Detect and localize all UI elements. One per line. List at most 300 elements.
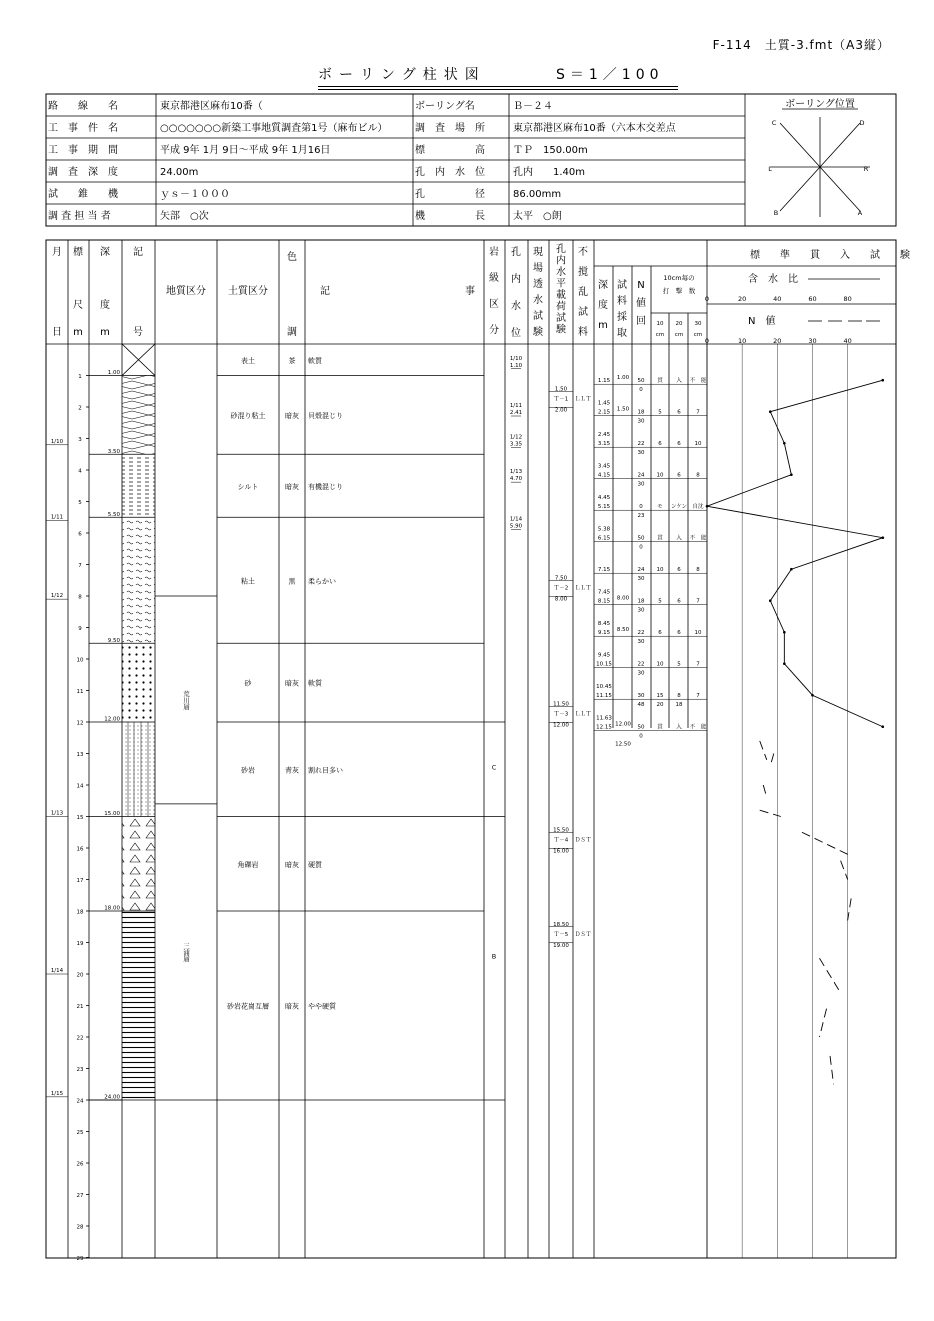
scale-number: 14: [76, 783, 84, 790]
spt-depth-from: 10.15: [596, 661, 612, 668]
spt-blow-20: 6: [677, 441, 681, 448]
spt-n: 30: [637, 693, 645, 700]
spt-depth-from: 2.15: [597, 409, 611, 416]
soil-note: 硬質: [308, 860, 322, 869]
info-label: 標 高: [415, 145, 485, 156]
soil-color: 暗灰: [285, 860, 299, 869]
lateral-from: 1.50: [554, 386, 568, 393]
spt-n-sub: 30: [637, 670, 645, 677]
info-label: 孔 内 水 位: [415, 167, 485, 178]
info-value: ＴＰ 150.00m: [513, 145, 588, 156]
n-value-point: [783, 631, 786, 634]
scale-number: 21: [76, 1004, 84, 1010]
geology-unit-label: 荒川層: [182, 690, 190, 710]
spt-extra: 20: [656, 702, 664, 709]
spt-blow-10: 15: [656, 693, 664, 700]
spt-blow-30: 自沈: [692, 504, 704, 511]
n-tick: 30: [808, 337, 817, 345]
col-blows-sub: cm: [693, 332, 703, 338]
n-value-point: [790, 568, 793, 571]
info-value: 86.00mm: [513, 189, 562, 200]
depth-marker: 15.00: [104, 811, 120, 817]
col-undisturbed: 不: [578, 247, 588, 258]
n-value-point: [783, 662, 786, 665]
spt-blow-20: ンケン: [670, 504, 688, 511]
spt-depth-to: 8.45: [597, 621, 611, 628]
n-value-point: [881, 379, 884, 382]
soil-name: 砂: [244, 679, 252, 688]
spt-blow-10: 5: [658, 409, 662, 416]
spt-blow-20: 6: [677, 630, 681, 637]
col-rock-class: 岩: [489, 247, 499, 258]
rock-class-label: C: [491, 763, 497, 772]
spt-n-sub: 0: [639, 387, 643, 394]
spt-depth-from: 7.15: [597, 567, 611, 574]
col-rock-class: 分: [489, 325, 499, 336]
water-date: 1/14: [509, 516, 523, 523]
spt-depth-from: 8.15: [597, 598, 611, 605]
water-content-tick: 40: [773, 295, 782, 303]
lateral-name: Ｔ－4: [553, 837, 569, 844]
col-blows-sub: 10: [656, 321, 664, 327]
spt-depth-to: 2.45: [597, 432, 611, 439]
scale-number: 15: [76, 815, 84, 821]
water-content-segment: [763, 785, 767, 798]
depth-marker: 3.50: [107, 448, 120, 455]
depth-marker: 1.00: [107, 370, 120, 376]
water-content-segment: [770, 754, 774, 767]
spt-blow-20: 6: [677, 472, 681, 479]
scale-number: 27: [76, 1193, 84, 1199]
col-blows-sub: 20: [675, 321, 683, 327]
water-content-tick: 80: [843, 295, 852, 303]
scale-number: 29: [76, 1256, 84, 1262]
water-date: 1/10: [509, 355, 523, 362]
spt-depth-to: 7.45: [597, 589, 611, 596]
scale-number: 12: [76, 720, 84, 727]
spt-n-sub: 0: [639, 544, 643, 551]
spt-n: 50: [637, 535, 645, 542]
spt-depth-from: 4.15: [597, 472, 611, 479]
soil-symbol-tri: [122, 817, 155, 912]
spt-blow-10: 10: [656, 567, 664, 574]
col-permeability: 水: [533, 295, 543, 306]
col-water-content: 含 水 比: [748, 274, 798, 285]
n-tick: 10: [738, 337, 747, 345]
lateral-type: ＤＳＴ: [574, 837, 592, 844]
month-mark: 1/14: [50, 968, 64, 974]
spt-blow-30: 7: [696, 598, 700, 605]
scale-number: 10: [76, 657, 84, 664]
info-label: 工 事 期 間: [48, 145, 118, 156]
col-lateral-load: 水: [556, 267, 566, 278]
lateral-from: 11.50: [553, 701, 569, 708]
compass-label: A: [857, 209, 863, 217]
spt-blow-30: 10: [694, 630, 702, 637]
water-content-segment: [802, 832, 848, 854]
water-content-segment: [819, 1009, 826, 1037]
scale-number: 3: [78, 437, 82, 443]
col-permeability: 透: [533, 279, 543, 290]
info-label: 調 査 深 度: [48, 167, 118, 178]
info-label: 調 査 担 当 者: [48, 211, 111, 222]
spt-depth-to: 3.45: [597, 463, 611, 470]
scale-number: 5: [78, 500, 82, 506]
scale-number: 2: [78, 405, 82, 412]
col-geology: 地質区分: [166, 286, 206, 297]
col-blows-title: 打 撃 数: [662, 287, 696, 295]
lateral-from: 7.50: [554, 575, 568, 582]
spt-n: 18: [637, 598, 645, 605]
log-frame: [46, 240, 896, 1258]
lateral-to: 2.00: [554, 407, 568, 414]
scale-number: 9: [78, 626, 82, 632]
soil-color: 暗灰: [285, 411, 299, 420]
info-value: 東京都港区麻布10番（: [160, 101, 263, 112]
month-mark: 1/12: [50, 593, 64, 600]
scale-number: 13: [76, 752, 84, 758]
scale-number: 19: [76, 941, 84, 947]
info-label: 調 査 場 所: [415, 123, 485, 134]
info-value: 平成 9年 1月 9日～平成 9年 1月16日: [160, 145, 331, 156]
soil-color: 暗灰: [285, 679, 299, 688]
spt-blow-10: モ: [657, 504, 663, 511]
lateral-from: 18.50: [553, 921, 569, 928]
scale-number: 16: [76, 846, 84, 853]
col-spt-depth: 深: [598, 280, 608, 291]
compass-label: C: [771, 119, 777, 127]
water-content-segment: [848, 898, 852, 920]
scale-number: 18: [76, 909, 84, 916]
info-value: 矢部 ○次: [160, 211, 209, 222]
col-symbol: 記: [133, 247, 143, 258]
spt-n-sub: 30: [637, 418, 645, 425]
soil-symbol-dots: [122, 643, 155, 722]
soil-color: 茶: [288, 356, 296, 365]
spt-depth-to: 11.63: [596, 715, 612, 722]
spt-blow-20: 入: [676, 535, 682, 542]
water-level: 2.41: [509, 410, 523, 416]
water-content-segment: [819, 958, 840, 993]
spt-n: 24: [637, 472, 645, 479]
spt-n: 18: [637, 409, 645, 416]
info-value: 24.00m: [160, 167, 199, 178]
scale-number: 4: [78, 468, 82, 475]
col-water-level: 水: [511, 301, 521, 312]
info-label: ボーリング名: [415, 101, 475, 112]
info-value: Ｂ－２４: [513, 101, 553, 112]
info-value: ○○○○○○○新築工事地質調査第1号（麻布ビル）: [160, 123, 388, 134]
scale-number: 22: [76, 1035, 84, 1042]
col-day: 日: [52, 327, 62, 338]
col-lateral-load: 孔: [556, 244, 566, 255]
spt-n-sub: 23: [637, 513, 645, 520]
n-value-point: [706, 505, 709, 508]
spt-n: 22: [637, 441, 645, 448]
scale-number: 6: [78, 531, 82, 538]
soil-symbol-lines: [122, 911, 155, 1100]
spt-blow-10: 10: [656, 661, 664, 668]
col-undisturbed: 試: [578, 307, 588, 318]
col-undisturbed: 撹: [578, 267, 588, 278]
soil-color: 暗灰: [285, 482, 299, 491]
lateral-to: 8.00: [554, 596, 568, 603]
col-scale: 標: [73, 247, 83, 258]
spt-depth-to: 1.45: [597, 400, 611, 407]
col-sampling: 試: [617, 280, 627, 291]
scale-number: 26: [76, 1161, 84, 1168]
col-lateral-load: 試: [556, 313, 566, 324]
spt-sample: 12.00: [615, 721, 631, 728]
scale-number: 20: [76, 972, 84, 979]
spt-blow-20: 5: [677, 661, 681, 668]
water-level: 3.35: [509, 441, 523, 448]
water-content-tick: 0: [704, 295, 710, 303]
spt-blow-30: 不 能: [689, 535, 707, 542]
spt-depth-to: 4.45: [597, 495, 611, 502]
spt-n-sub: 48: [637, 702, 645, 709]
soil-symbol-fine: [122, 722, 155, 817]
water-content-segment: [830, 1056, 834, 1084]
spt-blow-30: 不 能: [689, 378, 707, 385]
scale-number: 1: [78, 374, 82, 380]
soil-name: シルト: [237, 482, 259, 491]
col-permeability: 試: [533, 311, 543, 322]
n-tick: 20: [773, 337, 782, 345]
water-level: 1.10: [509, 362, 523, 369]
col-depth: 度: [100, 300, 110, 311]
water-content-tick: 20: [738, 295, 747, 303]
spt-n-sub: 0: [639, 733, 643, 740]
n-value-point: [881, 725, 884, 728]
spt-blow-20: 6: [677, 567, 681, 574]
soil-name: 砂混り粘土: [230, 411, 266, 420]
spt-blow-20: 6: [677, 598, 681, 605]
spt-n: 24: [637, 567, 645, 574]
n-value-point: [790, 473, 793, 476]
scale-number: 23: [76, 1067, 84, 1073]
spt-blow-20: 6: [677, 409, 681, 416]
soil-note: 貝殻混じり: [308, 411, 343, 420]
soil-symbol-wave: [122, 517, 155, 643]
col-permeability: 場: [533, 263, 543, 274]
col-scale: 尺: [73, 300, 83, 311]
col-scale: m: [73, 327, 83, 338]
scale-number: 7: [78, 563, 82, 569]
water-date: 1/12: [509, 434, 523, 441]
info-label: 孔 径: [415, 189, 485, 200]
water-content-segment: [760, 741, 767, 760]
lateral-name: Ｔ－5: [553, 931, 569, 938]
spt-depth-to: 9.45: [597, 652, 611, 659]
water-date: 1/11: [509, 403, 523, 409]
soil-note: 軟質: [308, 679, 322, 688]
lateral-name: Ｔ－2: [553, 585, 569, 592]
spt-blow-10: 6: [658, 441, 662, 448]
spt-n: 50: [637, 378, 645, 385]
info-label: 試 錐 機: [48, 189, 118, 200]
spt-depth-from: 11.15: [596, 693, 612, 700]
spt-blow-10: 貫: [657, 724, 663, 731]
spt-n-sub: 30: [637, 576, 645, 583]
col-color: 調: [287, 327, 297, 338]
spt-depth-to: 5.38: [597, 526, 611, 533]
spt-n: 22: [637, 661, 645, 668]
spt-n-sub: 30: [637, 450, 645, 457]
spt-blow-30: 不 能: [689, 724, 707, 731]
col-spt-depth: m: [598, 320, 608, 331]
col-soil: 土質区分: [228, 286, 268, 297]
position-title: ボーリング位置: [785, 99, 855, 110]
spt-sample: 8.50: [616, 627, 630, 634]
month-mark: 1/15: [50, 1090, 64, 1097]
rock-class-label: B: [491, 952, 497, 961]
n-value-point: [769, 599, 772, 602]
lateral-name: Ｔ－1: [553, 396, 569, 403]
col-water-level: 孔: [511, 247, 521, 258]
soil-name: 表土: [241, 356, 255, 365]
soil-color: 暗灰: [285, 1002, 299, 1011]
spt-extra: 18: [675, 702, 683, 709]
col-n-value: 値: [636, 298, 646, 309]
soil-symbol-zig: [122, 376, 155, 455]
water-content-segment: [760, 810, 781, 816]
compass-label: B: [773, 209, 779, 217]
spt-blow-30: 8: [696, 567, 700, 574]
info-label: 機 長: [415, 211, 485, 222]
spt-blow-10: 貫: [657, 378, 663, 385]
spt-blow-30: 7: [696, 409, 700, 416]
col-permeability: 現: [533, 247, 543, 258]
spt-sample: 1.50: [616, 406, 630, 413]
info-value: 東京都港区麻布10番（六本木交差点: [513, 123, 676, 134]
water-content-segment: [841, 861, 848, 880]
spt-blow-10: 5: [658, 598, 662, 605]
n-tick: 0: [704, 337, 710, 345]
soil-note: 軟質: [308, 356, 322, 365]
col-n-legend: N 値: [748, 316, 776, 327]
info-label: 路 線 名: [48, 101, 118, 112]
col-blows-sub: cm: [655, 332, 665, 338]
month-mark: 1/10: [50, 438, 64, 445]
col-permeability: 験: [533, 327, 543, 338]
n-value-point: [769, 410, 772, 413]
spt-blow-30: 7: [696, 661, 700, 668]
col-n-value: 回: [636, 316, 646, 327]
col-water-level: 位: [511, 328, 521, 339]
month-mark: 1/11: [50, 514, 64, 521]
info-value: ｙｓ－１０００: [160, 189, 230, 200]
lateral-type: ＬＬＴ: [574, 711, 592, 718]
lateral-type: ＬＬＴ: [574, 585, 592, 592]
depth-marker: 9.50: [107, 637, 120, 644]
soil-symbol-dash: [122, 454, 155, 517]
spt-depth-from: 6.15: [597, 535, 611, 542]
spt-depth-from: 5.15: [597, 504, 611, 511]
scale-number: 24: [76, 1098, 84, 1105]
water-level: 5.90: [509, 523, 523, 530]
n-value-point: [811, 694, 814, 697]
water-date: 1/13: [509, 469, 523, 476]
soil-color: 黒: [288, 577, 296, 586]
col-spt-depth: 度: [598, 300, 608, 311]
col-blows-title: 10cm毎の: [663, 274, 695, 282]
col-lateral-load: 内: [556, 255, 566, 267]
spt-blow-10: 6: [658, 630, 662, 637]
col-symbol: 号: [133, 327, 143, 338]
water-content-tick: 60: [808, 295, 817, 303]
soil-color: 青灰: [285, 766, 299, 775]
scale-number: 25: [76, 1130, 84, 1136]
spt-n-sub: 30: [637, 481, 645, 488]
scale-number: 11: [76, 689, 84, 695]
lateral-from: 15.50: [553, 827, 569, 834]
spt-depth-from: 9.15: [597, 630, 611, 637]
lateral-type: ＬＬＴ: [574, 396, 592, 403]
col-depth: 深: [100, 247, 110, 258]
soil-name: 粘土: [241, 577, 255, 586]
col-lateral-load: 載: [556, 290, 566, 301]
col-spt: 標 準 貫 入 試 験: [750, 250, 910, 261]
col-blows-sub: cm: [674, 332, 684, 338]
compass-label: L: [768, 165, 772, 173]
spt-depth-from: 1.15: [597, 378, 611, 385]
col-lateral-load: 荷: [556, 301, 566, 313]
depth-marker: 18.00: [104, 905, 120, 912]
water-level: 4.70: [509, 476, 523, 483]
col-depth: m: [100, 327, 110, 338]
spt-depth-from: 3.15: [597, 441, 611, 448]
col-remarks: 記: [320, 286, 330, 297]
form-number: F-114 土質-3.fmt（A3縦）: [712, 38, 890, 52]
col-water-level: 内: [511, 274, 521, 285]
spt-blow-30: 7: [696, 693, 700, 700]
col-rock-class: 区: [489, 299, 499, 310]
info-label: 工 事 件 名: [48, 123, 118, 134]
soil-note: 柔らかい: [308, 577, 336, 586]
soil-name: 角礫岩: [237, 860, 259, 869]
spt-n: 22: [637, 630, 645, 637]
col-lateral-load: 平: [556, 278, 566, 290]
n-value-line: [707, 380, 883, 726]
n-tick: 40: [843, 337, 852, 345]
lateral-to: 16.00: [553, 848, 569, 855]
n-value-point: [783, 442, 786, 445]
scale-number: 28: [76, 1224, 84, 1231]
col-lateral-load: 験: [556, 324, 566, 336]
info-value: 孔内 1.40m: [513, 167, 586, 178]
depth-marker: 5.50: [107, 511, 120, 518]
geology-unit-label: 三浦層: [182, 942, 190, 962]
lateral-name: Ｔ－3: [553, 711, 569, 718]
soil-note: 割れ目多い: [308, 766, 343, 775]
soil-note: 有機混じり: [308, 482, 343, 491]
lateral-to: 19.00: [553, 942, 569, 949]
spt-blow-20: 入: [676, 378, 682, 385]
spt-blow-30: 10: [694, 441, 702, 448]
soil-name: 砂岩: [241, 766, 255, 775]
scale-text: S＝1／100: [556, 67, 664, 83]
col-n-value: N: [637, 280, 645, 291]
depth-marker: 12.00: [104, 716, 120, 723]
col-sampling: 採: [617, 312, 627, 323]
col-month: 月: [52, 247, 62, 258]
spt-n-sub: 30: [637, 639, 645, 646]
col-sampling: 取: [617, 328, 627, 339]
spt-n-sub: 30: [637, 607, 645, 614]
spt-blow-20: 入: [676, 724, 682, 731]
spt-blow-20: 8: [677, 693, 681, 700]
